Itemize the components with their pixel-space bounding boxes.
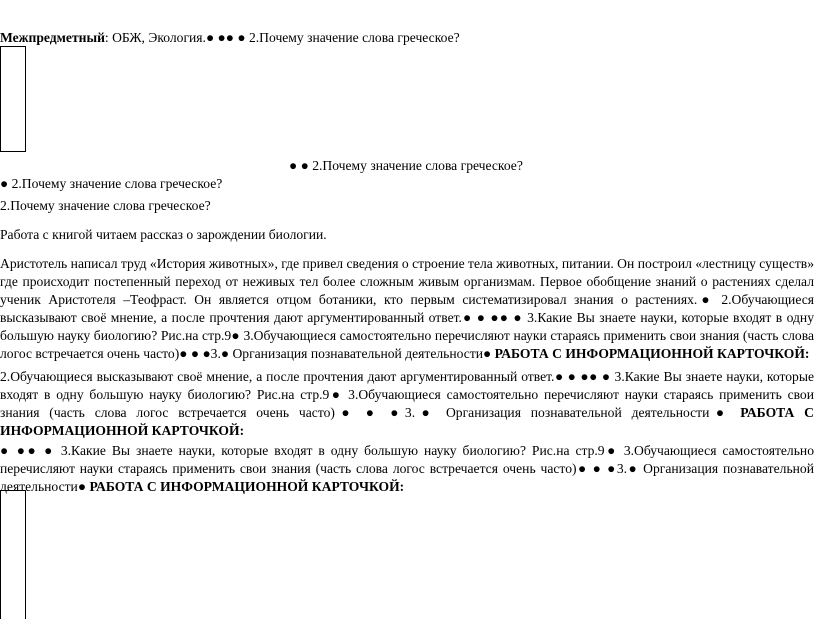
header-line <box>0 29 460 47</box>
p2-line: 2.Обучающиеся высказывают своё мнение, а после прочтения дают аргументированный ответ.● ● ●● ● 3.Какие Вы знаете науки, которые <box>0 369 814 384</box>
info-card-heading-part2: ИНФОРМАЦИОННОЙ КАРТОЧКОЙ: <box>0 423 245 438</box>
paragraph-aristotle <box>0 255 814 363</box>
info-card-heading: РАБОТА С ИНФОРМАЦИОННОЙ КАРТОЧКОЙ: <box>494 346 810 361</box>
p1-line: ученик Аристотеля –Теофраст. Он является отцом ботаники, кто первым систематизировал знания о растениях.● 2.Обучающиеся <box>0 292 814 307</box>
p3-last-line <box>0 478 814 496</box>
p2-line: входят в одну большую науку биологию? Рис.на стр.9● 3.Обучающиеся самостоятельно перечисляют науки стараясь применить свои <box>0 387 814 402</box>
p1-line-text: логос встречается очень часто)● ● ●3.● Организация познавательной деятельности● <box>0 346 492 361</box>
p3-line-text: деятельности● <box>0 479 87 494</box>
p1-line: большую науку биологию? Рис.на стр.9● 3.Обучающиеся самостоятельно перечисляют науки стараясь применить свои знания (часть слова <box>0 328 814 343</box>
image-frame-top <box>0 46 26 152</box>
paragraph-students-opinion <box>0 368 814 440</box>
info-card-heading-part1: РАБОТА С <box>740 405 814 420</box>
plain-question: 2.Почему значение слова греческое? <box>0 198 211 213</box>
p2-line-text: знания (часть слова логос встречается очень часто)● ● ●3.● Организация познавательной деятельности● <box>0 405 731 420</box>
image-frame-bottom <box>0 490 26 619</box>
bullet-question: ● 2.Почему значение слова греческое? <box>0 176 223 191</box>
book-work-line: Работа с книгой читаем рассказ о зарождении биологии. <box>0 227 327 242</box>
p2-line-with-heading <box>0 404 814 422</box>
center-question: ● ● 2.Почему значение слова греческое? <box>289 158 523 173</box>
p3-line: перечисляют науки стараясь применить свои знания (часть слова логос встречается очень часто)● ● ●3.● Организация познавательной <box>0 461 814 476</box>
p1-line: высказывают своё мнение, а после прочтения дают аргументированный ответ.● ● ●● ● 3.Какие Вы знаете науки, которые входят в одну <box>0 310 814 325</box>
header-rest: : ОБЖ, Экология.● ●● ● 2.Почему значение слова греческое? <box>104 30 460 45</box>
p1-last-line <box>0 345 814 363</box>
p1-line: где происходит постепенный переход от неживых тел более сложным живым организмам. Первое обобщение знаний о растениях сделал <box>0 274 814 289</box>
paragraph-sciences <box>0 442 814 496</box>
p3-line: ● ●● ● 3.Какие Вы знаете науки, которые входят в одну большую науку биологию? Рис.на стр.9● 3.Обучающиеся самостоятельно <box>0 443 814 458</box>
p1-line: Аристотель написал труд «История животных», где привел сведения о строение тела животных, питании. Он построил «лестницу существ» <box>0 256 814 271</box>
header-bold-label: Межпредметный <box>0 30 105 45</box>
info-card-heading: РАБОТА С ИНФОРМАЦИОННОЙ КАРТОЧКОЙ: <box>89 479 405 494</box>
